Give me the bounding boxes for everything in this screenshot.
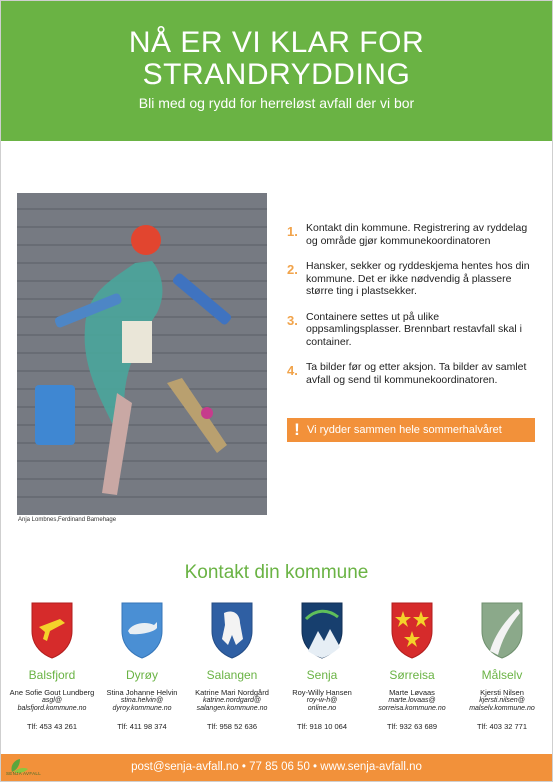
dyroy-crest-icon [120, 601, 164, 659]
contact-email-part-1: marte.lovaas@ [388, 697, 436, 704]
footer-bar [1, 754, 552, 781]
contact-phone: Tlf: 453 43 261 [26, 722, 78, 731]
balsfjord-crest-icon [30, 601, 74, 659]
contact-person: Katrine Mari Nordgård [195, 688, 269, 697]
municipality-senja [277, 601, 367, 731]
municipality-list [7, 601, 547, 731]
step-number: 3. [287, 312, 298, 328]
step-text: Containere settes ut på ulike oppsamlingsplasser. Brennbart restavfall skal i container. [306, 310, 522, 348]
step-number: 4. [287, 363, 298, 378]
sorreisa-crest-icon [390, 601, 434, 659]
logo-text: SENJA AVFALL [6, 771, 42, 776]
title-line-2: STRANDRYDDING [142, 58, 411, 91]
contact-email-part-2: dyroy.kommune.no [112, 705, 172, 712]
malselv-crest-icon [480, 601, 524, 659]
contact-person: Roy-Willy Hansen [292, 688, 352, 697]
contact-email-part-2: sorreisa.kommune.no [378, 705, 446, 712]
contact-email-part-1: roy-w-h@ [306, 697, 338, 704]
exclamation-icon: ! [294, 420, 300, 439]
municipality-sorreisa [367, 601, 457, 731]
municipality-name: Senja [306, 668, 338, 682]
step-number: 1. [287, 224, 298, 239]
municipality-name: Dyrøy [126, 668, 158, 682]
photo-caption: Anja Lombnes,Ferdinand Barnehage [18, 517, 117, 523]
contact-person: Marte Løvaas [389, 688, 435, 697]
step-text: Hansker, sekker og ryddeskjema hentes hos din kommune. Det er ikke nødvendig å plassere større ting i plastsekker. [306, 260, 530, 297]
contact-email-part-2: salangen.kommune.no [196, 705, 268, 712]
municipality-name: Sørreisa [389, 668, 435, 682]
contact-person: Kjersti Nilsen [480, 688, 524, 697]
steps-list [287, 222, 537, 399]
step-item [287, 361, 537, 386]
contact-email-part-1: katrine.nordgard@ [202, 697, 262, 704]
contact-phone: Tlf: 403 32 771 [476, 722, 528, 731]
step-item [287, 222, 537, 247]
header-banner [1, 1, 552, 141]
contact-email-part-2: online.no [307, 705, 337, 712]
contact-phone: Tlf: 918 10 064 [296, 722, 348, 731]
municipality-name: Balsfjord [28, 668, 76, 682]
contact-email-part-2: malselv.kommune.no [469, 705, 535, 712]
senja-crest-icon [300, 601, 344, 659]
page-subtitle: Bli med og rydd for herreløst avfall der vi bor [138, 95, 415, 111]
contact-email-part-1: kjersti.nilsen@ [479, 697, 525, 704]
municipality-name: Målselv [481, 668, 523, 682]
contact-person: Ane Sofie Gout Lundberg [9, 688, 95, 697]
contact-email-part-1: asgl@ [42, 697, 62, 704]
municipality-balsfjord [7, 601, 97, 731]
contact-phone: Tlf: 958 52 636 [206, 722, 258, 731]
contact-phone: Tlf: 411 98 374 [117, 722, 167, 731]
municipality-malselv [457, 601, 547, 731]
municipality-dyroy [97, 601, 187, 731]
contact-email-part-2: balsfjord.kommune.no [17, 705, 87, 712]
beach-litter-figure-photo [17, 193, 267, 515]
salangen-crest-icon [210, 601, 254, 659]
step-number: 2. [287, 262, 298, 277]
step-item [287, 311, 537, 349]
page-title [1, 27, 552, 91]
step-text: Ta bilder før og etter aksjon. Ta bilder av samlet avfall og send til kommunekoordinatoren. [306, 361, 527, 386]
step-item [287, 260, 537, 298]
contact-phone: Tlf: 932 63 689 [386, 722, 438, 731]
footer-contact-text: post@senja-avfall.no • 77 85 06 50 • www.senja-avfall.no [131, 761, 422, 773]
contact-heading: Kontakt din kommune [184, 562, 369, 583]
municipality-salangen [187, 601, 277, 731]
banner-text: Vi rydder sammen hele sommerhalvåret [307, 424, 502, 436]
contact-email-part-1: stina.helvin@ [120, 697, 164, 704]
municipality-name: Salangen [206, 668, 258, 682]
summer-banner [287, 418, 535, 442]
step-text: Kontakt din kommune. Registrering av ryddelag og område gjør kommunekoordinatoren [306, 222, 528, 247]
contact-person: Stina Johanne Helvin [106, 688, 178, 697]
title-line-1: NÅ ER VI KLAR FOR [128, 26, 425, 59]
